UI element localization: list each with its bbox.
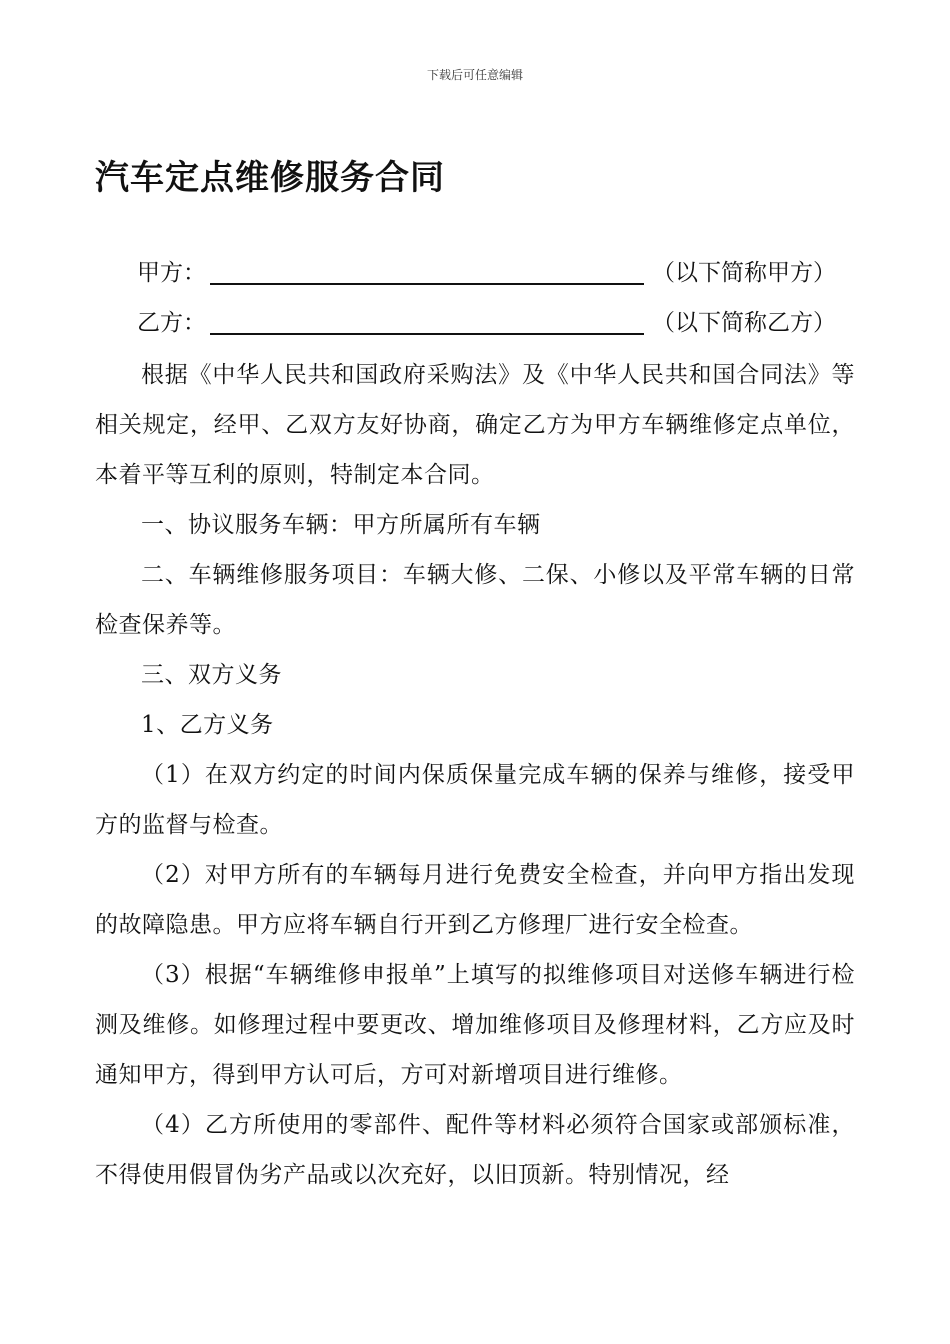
clause-3-1-heading: 1、乙方义务 bbox=[141, 712, 274, 738]
party-a-blank-field bbox=[210, 263, 644, 285]
party-a-suffix: （以下简称甲方） bbox=[652, 260, 836, 286]
clause-3-1-item-4: （4）乙方所使用的零部件、配件等材料必须符合国家或部颁标准，不得使用假冒伪劣产品或以次充好，以旧顶新。特别情况，经 bbox=[95, 1112, 855, 1188]
party-b-line bbox=[137, 306, 857, 340]
party-b-suffix: （以下简称乙方） bbox=[652, 310, 836, 336]
party-b-label: 乙方： bbox=[137, 310, 206, 336]
party-b-blank-field bbox=[210, 313, 644, 335]
contract-body bbox=[95, 350, 855, 1200]
clause-3-1-item-2: （2）对甲方所有的车辆每月进行免费安全检查，并向甲方指出发现的故障隐患。甲方应将车辆自行开到乙方修理厂进行安全检查。 bbox=[95, 862, 855, 938]
preamble-paragraph: 根据《中华人民共和国政府采购法》及《中华人民共和国合同法》等相关规定，经甲、乙双方友好协商，确定乙方为甲方车辆维修定点单位，本着平等互利的原则，特制定本合同。 bbox=[95, 362, 855, 488]
clause-1-service-vehicles: 一、协议服务车辆：甲方所属所有车辆 bbox=[141, 512, 541, 538]
header-note: 下载后可任意编辑 bbox=[426, 68, 523, 82]
clause-3-1-item-1: （1）在双方约定的时间内保质保量完成车辆的保养与维修，接受甲方的监督与检查。 bbox=[95, 762, 855, 838]
clause-3-heading: 三、双方义务 bbox=[141, 662, 282, 688]
clause-3-1-item-3: （3）根据“车辆维修申报单”上填写的拟维修项目对送修车辆进行检测及维修。如修理过程中要更改、增加维修项目及修理材料，乙方应及时通知甲方，得到甲方认可后，方可对新增项目进行维修。 bbox=[95, 962, 855, 1088]
document-title: 汽车定点维修服务合同 bbox=[95, 158, 445, 198]
clause-2-service-items: 二、车辆维修服务项目：车辆大修、二保、小修以及平常车辆的日常检查保养等。 bbox=[95, 562, 855, 638]
party-a-line bbox=[137, 256, 857, 290]
party-a-label: 甲方： bbox=[137, 260, 206, 286]
